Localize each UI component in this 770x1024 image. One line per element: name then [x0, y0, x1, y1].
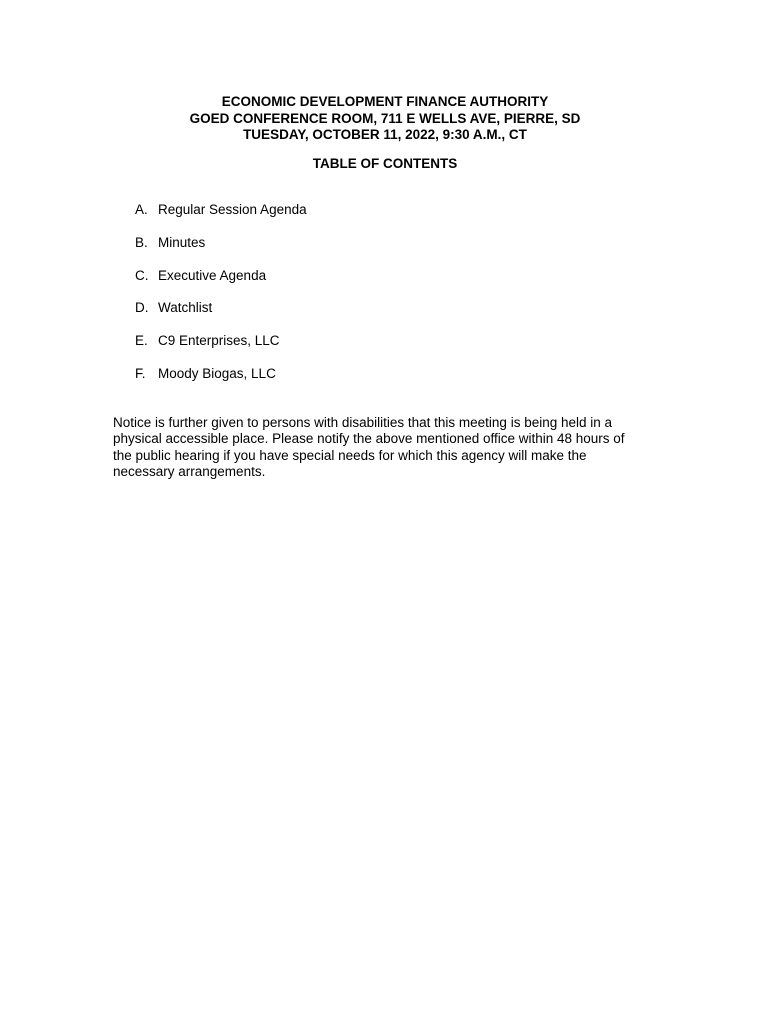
toc-item — [135, 333, 307, 366]
toc-item-letter: B. — [135, 234, 148, 250]
toc-item-text: Moody Biogas, LLC — [158, 365, 276, 381]
notice-line: necessary arrangements. — [113, 463, 266, 479]
notice-line: physical accessible place. Please notify the above mentioned office within 48 hours of — [113, 431, 625, 447]
toc-item — [135, 268, 307, 301]
notice-line: the public hearing if you have special needs for which this agency will make the — [113, 447, 587, 463]
toc-item-letter: F. — [135, 365, 146, 381]
toc-title: TABLE OF CONTENTS — [312, 156, 458, 171]
toc-item-letter: D. — [135, 300, 149, 316]
toc-item-text: C9 Enterprises, LLC — [158, 333, 280, 349]
toc-item-text: Minutes — [158, 234, 206, 250]
toc-item-letter: C. — [135, 267, 149, 283]
table-of-contents — [135, 202, 307, 399]
toc-item — [135, 300, 307, 333]
toc-item-text: Regular Session Agenda — [158, 202, 307, 217]
toc-item — [135, 366, 307, 399]
organization-title: ECONOMIC DEVELOPMENT FINANCE AUTHORITY — [221, 94, 549, 109]
meeting-datetime: TUESDAY, OCTOBER 11, 2022, 9:30 A.M., CT — [243, 127, 527, 142]
meeting-location: GOED CONFERENCE ROOM, 711 E WELLS AVE, PIERRE, SD — [189, 110, 581, 126]
toc-item-letter: E. — [135, 333, 148, 349]
toc-item-text: Executive Agenda — [158, 267, 267, 283]
toc-item-letter: A. — [135, 202, 148, 217]
accessibility-notice — [113, 415, 658, 480]
toc-item — [135, 235, 307, 268]
toc-item — [135, 202, 307, 235]
document-header — [0, 94, 770, 144]
toc-item-text: Watchlist — [158, 300, 213, 316]
notice-line: Notice is further given to persons with disabilities that this meeting is being held in a — [113, 415, 613, 430]
